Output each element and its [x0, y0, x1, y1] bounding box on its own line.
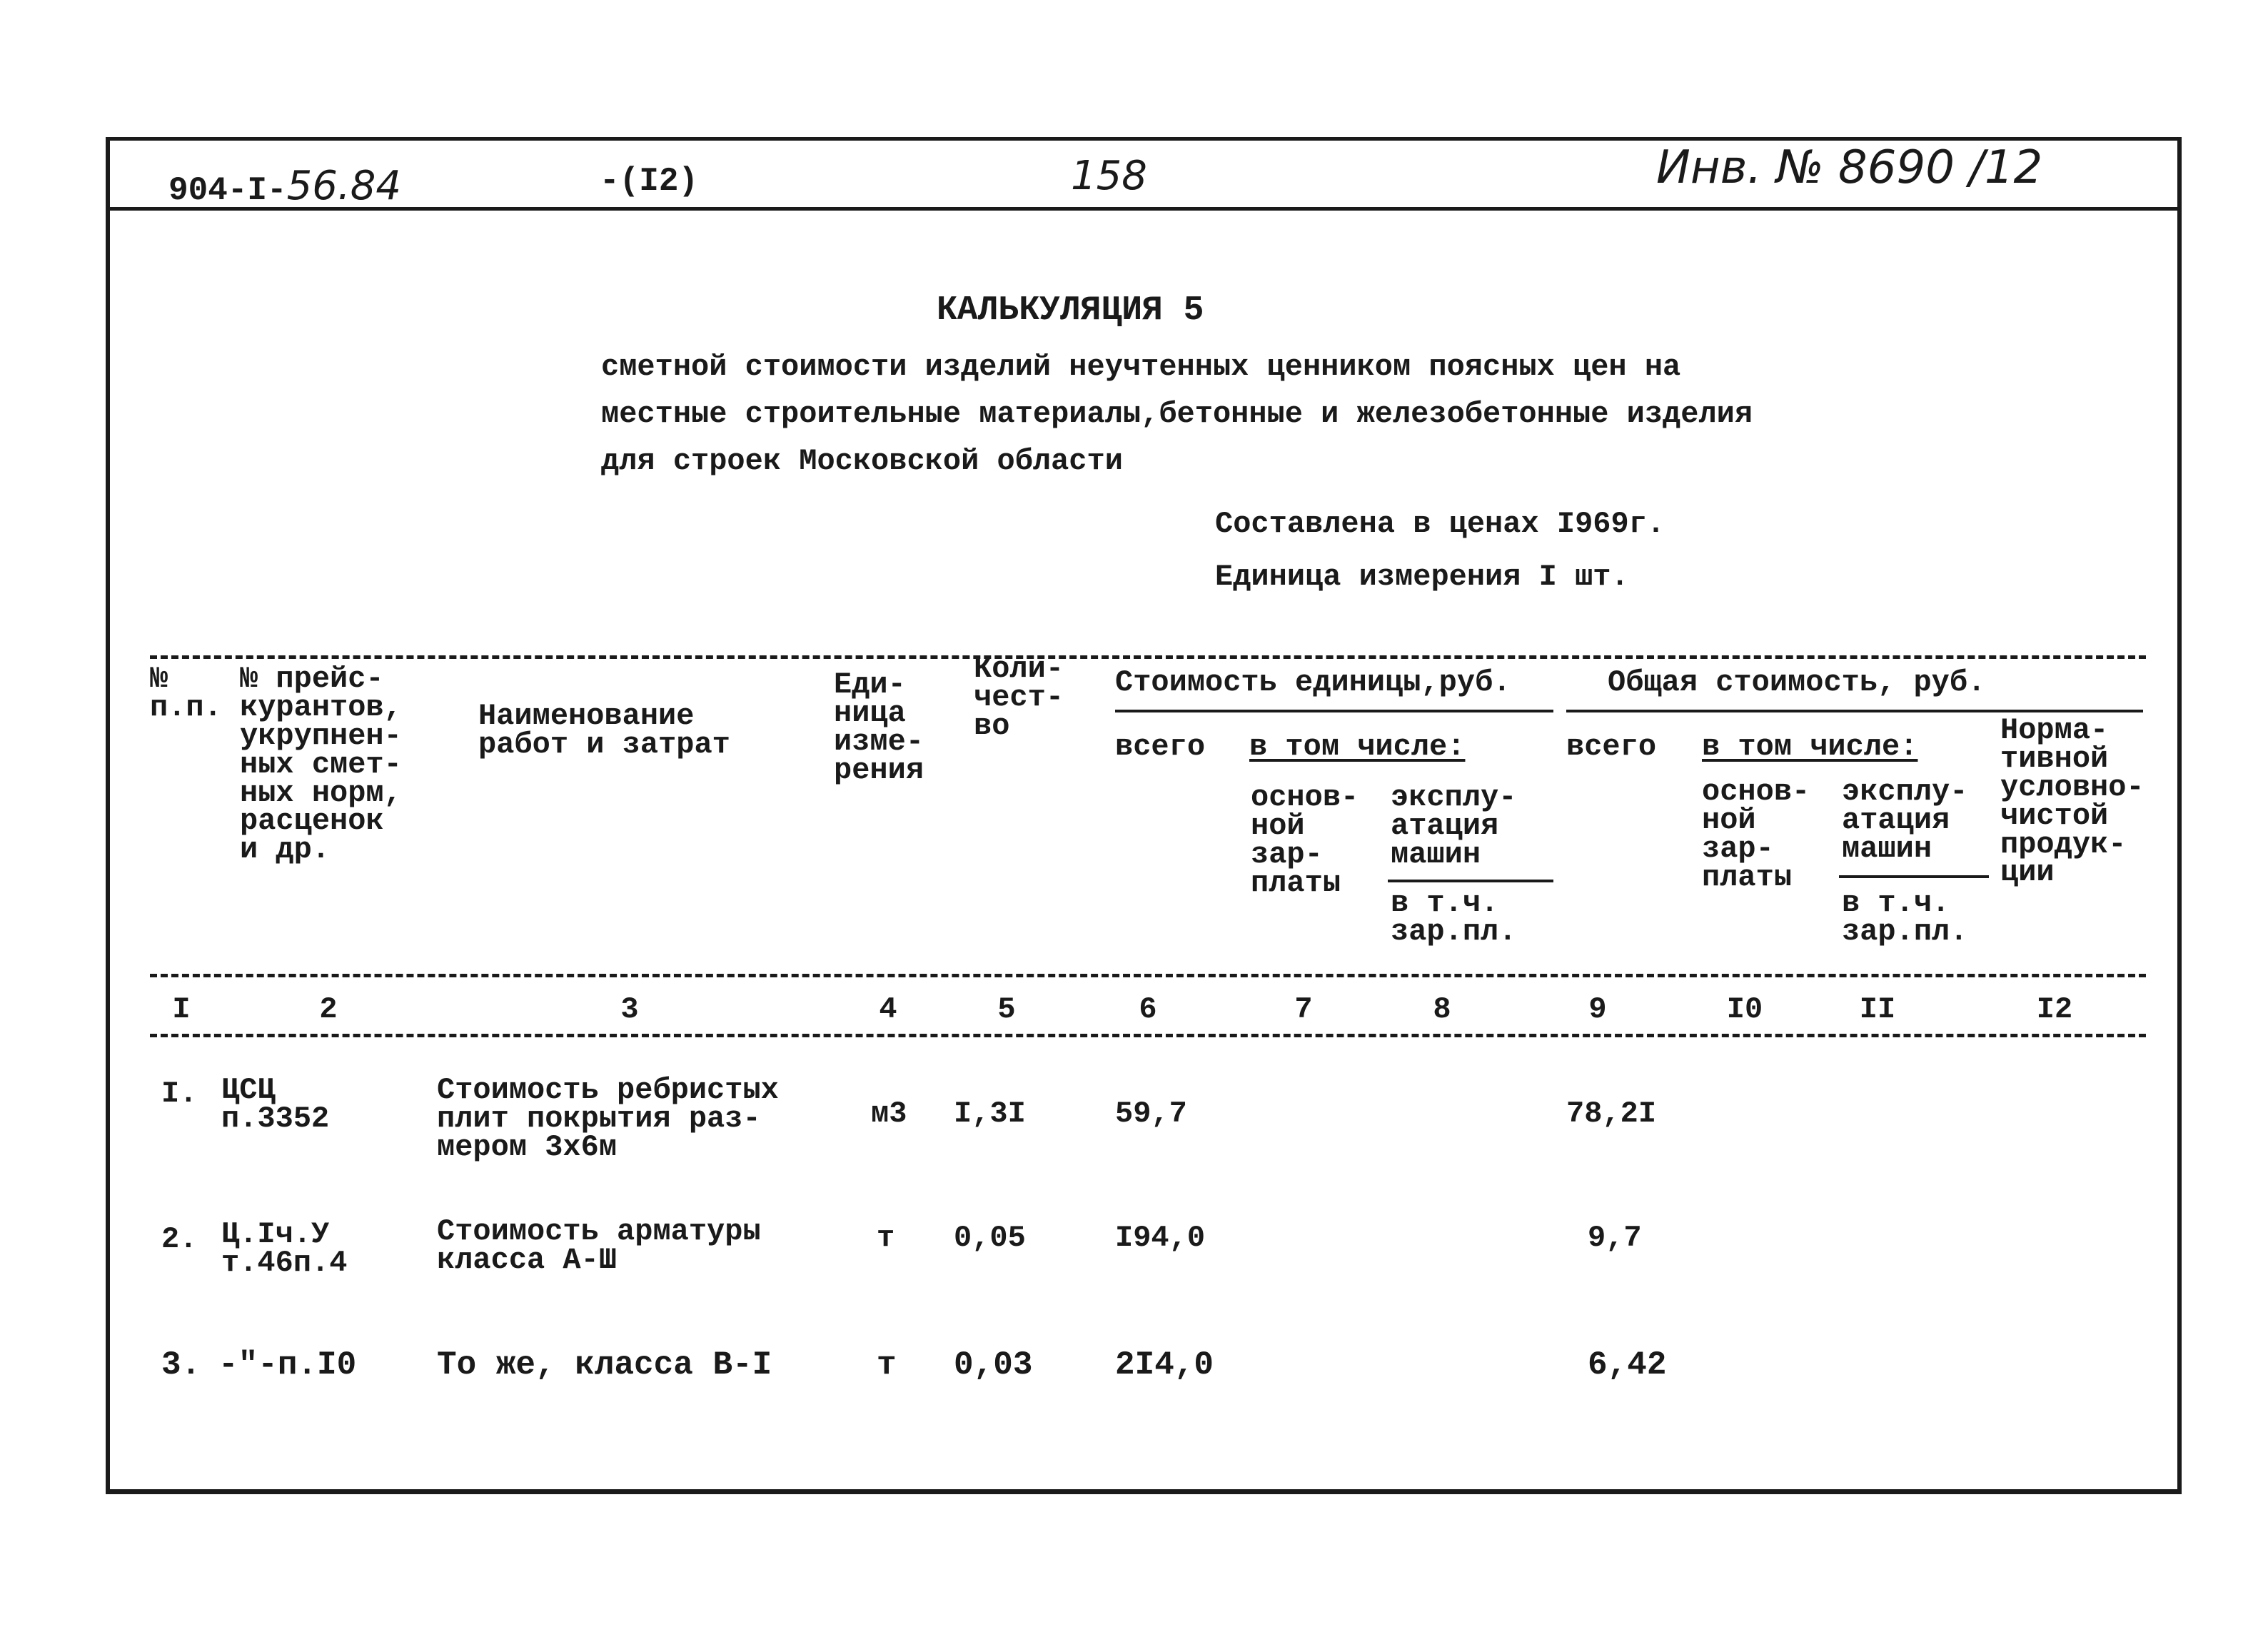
column-number-rule [150, 1034, 2146, 1037]
col-header-reference: № прейс- курантов, укрупнен- ных смет- ных норм, расценок и др. [240, 662, 402, 867]
unit-cost-group-rule [1115, 710, 1553, 712]
col-number-5: 5 [997, 992, 1016, 1027]
row-name: Стоимость ребристых плит покрытия раз- мером 3х6м [437, 1073, 779, 1164]
col-group-unit-cost: Стоимость единицы,руб. [1115, 665, 1511, 700]
col-number-8: 8 [1433, 992, 1451, 1027]
col-number-12: I2 [2036, 992, 2073, 1027]
sheet-suffix: -(I2) [600, 163, 699, 200]
col-header-unit-incl: в том числе: [1249, 730, 1466, 764]
price-basis: Составлена в ценах I969г. [1215, 507, 1665, 541]
col-number-4: 4 [879, 992, 897, 1027]
row-name: То же, класса В-I [437, 1346, 772, 1384]
col-header-total-incl-wages: в т.ч. зар.пл. [1842, 886, 1968, 949]
row-quantity: 0,03 [954, 1346, 1033, 1384]
col-number-9: 9 [1588, 992, 1607, 1027]
measurement-unit: Единица измерения I шт. [1215, 560, 1629, 594]
row-unit-total: 59,7 [1115, 1097, 1187, 1131]
row-unit: т [877, 1221, 895, 1255]
row-total: 78,2I [1566, 1097, 1657, 1131]
row-number: I. [161, 1077, 198, 1111]
row-quantity: 0,05 [954, 1221, 1026, 1255]
col-header-num: № п.п. [150, 662, 222, 725]
row-unit: м3 [871, 1097, 907, 1131]
table-header-rule [150, 974, 2146, 977]
document-code-printed: 904-I- [168, 172, 287, 209]
col-number-7: 7 [1294, 992, 1313, 1027]
col-header-unit-machine-ops: эксплу- атация машин [1391, 780, 1517, 872]
col-header-quantity: Коли- чест- во [974, 652, 1064, 743]
row-reference: Ц.Iч.У т.46п.4 [221, 1217, 348, 1280]
row-number: 3. [161, 1346, 201, 1384]
row-quantity: I,3I [954, 1097, 1026, 1131]
col-header-unit-incl-wages: в т.ч. зар.пл. [1391, 886, 1517, 949]
col-number-10: I0 [1726, 992, 1763, 1027]
document-code-handwritten: 56.84 [286, 163, 401, 209]
row-unit-total: 2I4,0 [1115, 1346, 1214, 1384]
row-reference: ЦСЦ п.3352 [221, 1073, 330, 1136]
total-cost-group-rule [1566, 710, 2143, 712]
col-header-unit-total: всего [1115, 730, 1206, 764]
col-number-1: I [172, 992, 191, 1027]
table-top-rule [150, 655, 2146, 659]
document-code [168, 163, 401, 209]
machine-ops-rule-unit [1388, 880, 1553, 882]
col-header-total-base-wages: основ- ной зар- платы [1702, 775, 1810, 895]
col-header-name: Наименование работ и затрат [478, 699, 730, 762]
col-header-unit-base-wages: основ- ной зар- платы [1251, 780, 1359, 900]
inventory-number: Инв. № 8690 /12 [1656, 141, 2043, 194]
header-divider [106, 207, 2177, 211]
frame-top-line [106, 137, 2177, 141]
col-header-total-incl: в том числе: [1702, 730, 1918, 764]
col-number-11: II [1859, 992, 1896, 1027]
col-header-total-total: всего [1566, 730, 1657, 764]
col-number-2: 2 [319, 992, 338, 1027]
row-number: 2. [161, 1222, 198, 1256]
col-header-total-machine-ops: эксплу- атация машин [1842, 775, 1968, 866]
row-total: 6,42 [1588, 1346, 1667, 1384]
calculation-heading: КАЛЬКУЛЯЦИЯ 5 [937, 291, 1204, 330]
machine-ops-rule-total [1839, 875, 1989, 878]
page-number: 158 [1071, 153, 1147, 199]
title-line-3: для строек Московской области [601, 444, 1123, 478]
row-unit: т [877, 1346, 897, 1384]
row-total: 9,7 [1588, 1221, 1642, 1255]
row-name: Стоимость арматуры класса А-Ш [437, 1214, 761, 1277]
title-line-2: местные строительные материалы,бетонные и железобетонные изделия [601, 397, 1753, 431]
col-number-3: 3 [620, 992, 639, 1027]
col-header-net-output: Норма- тивной условно- чистой продук- ции [2000, 713, 2144, 890]
row-reference: -"-п.I0 [218, 1346, 357, 1384]
col-group-total-cost: Общая стоимость, руб. [1608, 665, 1986, 700]
col-header-unit: Еди- ница изме- рения [834, 668, 924, 787]
col-number-6: 6 [1139, 992, 1157, 1027]
title-line-1: сметной стоимости изделий неучтенных ценником поясных цен на [601, 350, 1681, 384]
row-unit-total: I94,0 [1115, 1221, 1206, 1255]
